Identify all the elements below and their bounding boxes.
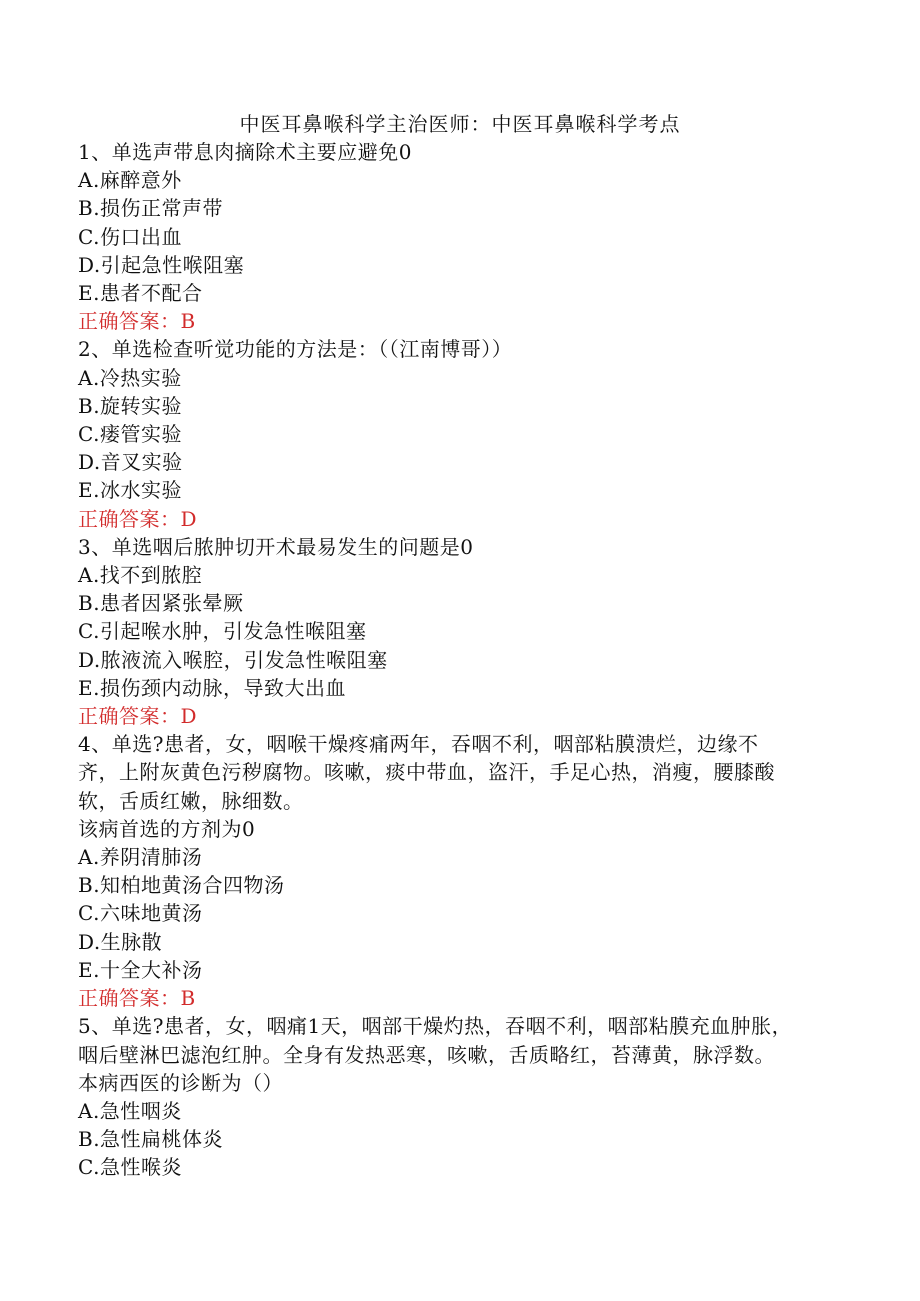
option-d: D.引起急性喉阻塞	[78, 252, 245, 277]
answer-label: 正确答案：	[78, 309, 181, 334]
answer-value: B	[180, 986, 196, 1011]
option-a: A.找不到脓腔	[78, 563, 203, 588]
question-stem: 2、单选检查听觉功能的方法是：（（江南博哥））	[78, 337, 513, 362]
option-d: D.生脉散	[78, 929, 163, 954]
question-prompt: 本病西医的诊断为（）	[78, 1070, 283, 1095]
option-d: D.音叉实验	[78, 450, 183, 475]
option-b: B.知柏地黄汤合四物汤	[78, 873, 285, 898]
option-c: C.引起喉水肿，引发急性喉阻塞	[78, 619, 367, 644]
answer-value: D	[180, 704, 198, 729]
option-c: C.瘘管实验	[78, 422, 182, 447]
question-stem: 3、单选咽后脓肿切开术最易发生的问题是0	[78, 534, 474, 559]
option-b: B.损伤正常声带	[78, 196, 224, 221]
question-stem-line-2: 咽后壁淋巴滤泡红肿。全身有发热恶寒，咳嗽，舌质略红，苔薄黄，脉浮数。	[78, 1042, 775, 1067]
option-e: E.损伤颈内动脉，导致大出血	[78, 675, 346, 700]
option-e: E.十全大补汤	[78, 957, 203, 982]
answer-label: 正确答案：	[78, 506, 181, 531]
option-a: A.急性咽炎	[78, 1098, 182, 1123]
answer-label: 正确答案：	[78, 704, 181, 729]
option-a: A.麻醉意外	[78, 168, 182, 193]
option-a: A.养阴清肺汤	[78, 845, 203, 870]
correct-answer	[78, 307, 838, 335]
answer-label: 正确答案：	[78, 986, 181, 1011]
correct-answer	[78, 702, 838, 730]
question-stem-line-2: 齐，上附灰黄色污秽腐物。咳嗽，痰中带血，盗汗，手足心热，消瘦，腰膝酸	[78, 760, 775, 785]
document-title: 中医耳鼻喉科学主治医师：中医耳鼻喉科学考点	[239, 112, 681, 136]
correct-answer	[78, 505, 838, 533]
answer-value: B	[180, 309, 196, 334]
question-4	[78, 730, 838, 1012]
correct-answer	[78, 984, 838, 1012]
question-3	[78, 533, 838, 730]
option-d: D.脓液流入喉腔，引发急性喉阻塞	[78, 647, 388, 672]
option-b: B.急性扁桃体炎	[78, 1127, 224, 1152]
question-stem-line-1: 4、单选?患者，女，咽喉干燥疼痛两年，吞咽不利，咽部粘膜溃烂，边缘不	[78, 732, 759, 757]
question-stem: 1、单选声带息肉摘除术主要应避免0	[78, 140, 412, 164]
option-c: C.急性喉炎	[78, 1155, 182, 1180]
option-c: C.伤口出血	[78, 224, 182, 249]
option-e: E.患者不配合	[78, 281, 203, 306]
question-2	[78, 335, 838, 532]
question-prompt: 该病首选的方剂为0	[78, 816, 256, 841]
option-b: B.旋转实验	[78, 393, 183, 418]
option-e: E.冰水实验	[78, 478, 182, 503]
question-1	[78, 138, 838, 335]
question-list	[78, 138, 838, 1182]
option-a: A.冷热实验	[78, 365, 182, 390]
question-5	[78, 1012, 838, 1181]
option-c: C.六味地黄汤	[78, 901, 203, 926]
question-stem-line-3: 软，舌质红嫩，脉细数。	[78, 788, 304, 813]
option-b: B.患者因紧张晕厥	[78, 591, 244, 616]
question-stem-line-1: 5、单选?患者，女，咽痛1天，咽部干燥灼热，吞咽不利，咽部粘膜充血肿胀，	[78, 1014, 793, 1039]
answer-value: D	[180, 506, 198, 531]
